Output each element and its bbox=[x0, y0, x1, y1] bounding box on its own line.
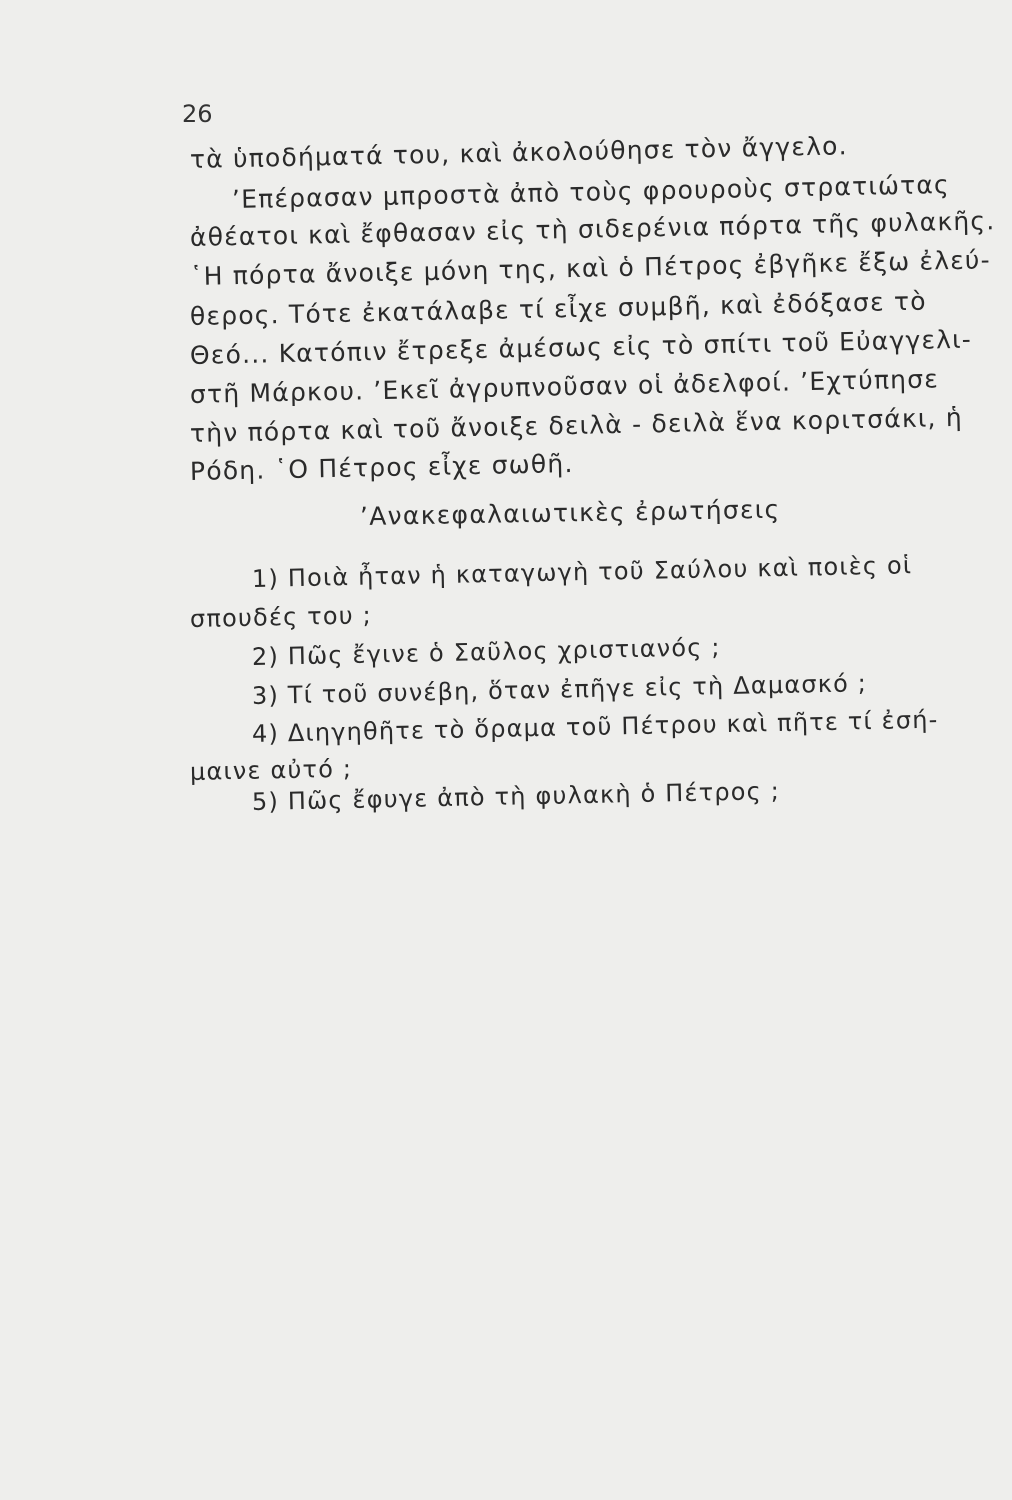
paragraph-line: στῆ Μάρκου. ’Εκεῖ ἀγρυπνοῦσαν οἱ ἀδελφοί. ’Εχτύπησε bbox=[189, 364, 940, 409]
paragraph-line: τὴν πόρτα καὶ τοῦ ἄνοιξε δειλὰ - δειλὰ ἕνα κοριτσάκι, ἡ bbox=[189, 402, 964, 448]
question-line: 1) Ποιὰ ἦταν ἡ καταγωγὴ τοῦ Σαύλου καὶ ποιὲς οἱ bbox=[251, 551, 913, 593]
paragraph-line: θερος. Τότε ἐκατάλαβε τί εἶχε συμβῆ, καὶ ἐδόξασε τὸ bbox=[189, 286, 927, 331]
paragraph-line: Ρόδη. ῾Ο Πέτρος εἶχε σωθῆ. bbox=[189, 448, 574, 486]
question-line: 4) Διηγηθῆτε τὸ ὅραμα τοῦ Πέτρου καὶ πῆτε τί ἐσή- bbox=[251, 705, 939, 748]
question-line: 2) Πῶς ἔγινε ὁ Σαῦλος χριστιανός ; bbox=[251, 633, 721, 671]
question-line: σπουδές του ; bbox=[189, 601, 373, 633]
question-line: μαινε αὐτό ; bbox=[189, 754, 353, 786]
page-number: 26 bbox=[182, 100, 213, 128]
question-line: 5) Πῶς ἔφυγε ἀπὸ τὴ φυλακὴ ὁ Πέτρος ; bbox=[251, 776, 781, 816]
paragraph-line: ῾Η πόρτα ἄνοιξε μόνη της, καὶ ὁ Πέτρος ἐβγῆκε ἔξω ἐλεύ- bbox=[189, 245, 992, 291]
section-heading: ’Ανακεφαλαιωτικὲς ἐρωτήσεις bbox=[359, 494, 781, 531]
question-line: 3) Τί τοῦ συνέβη, ὅταν ἐπῆγε εἰς τὴ Δαμασκό ; bbox=[251, 669, 868, 710]
paragraph-line: Θεό... Κατόπιν ἔτρεξε ἀμέσως εἰς τὸ σπίτι τοῦ Εὐαγγελι- bbox=[189, 324, 973, 370]
paragraph-line: ’Επέρασαν μπροστὰ ἀπὸ τοὺς φρουροὺς στρατιώτας bbox=[231, 169, 951, 214]
paragraph-line: ἀθέατοι καὶ ἔφθασαν εἰς τὴ σιδερένια πόρτα τῆς φυλακῆς. bbox=[189, 206, 996, 252]
paragraph-line: τὰ ὑποδήματά του, καὶ ἀκολούθησε τὸν ἄγγελο. bbox=[189, 131, 848, 174]
